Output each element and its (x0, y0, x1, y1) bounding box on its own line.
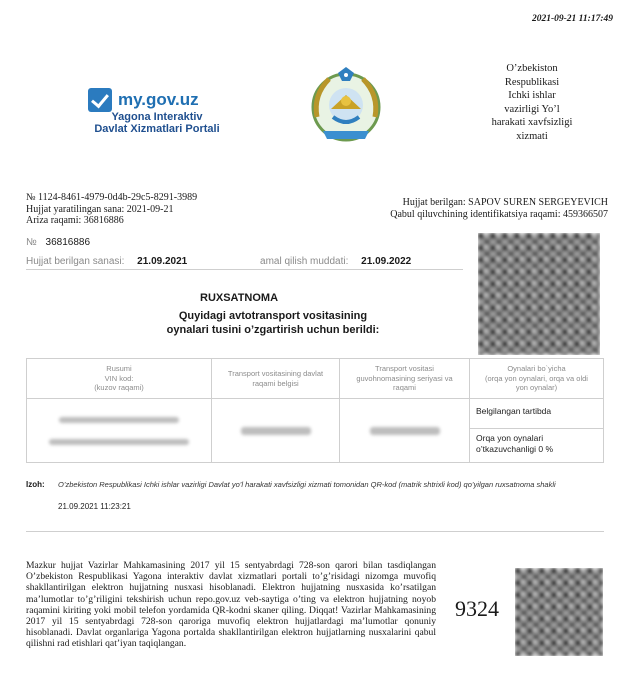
permit-title: RUXSATNOMA (200, 292, 279, 304)
verification-code: 9324 (455, 596, 499, 621)
table-row (27, 399, 604, 463)
state-emblem-icon (305, 65, 387, 145)
issued-to: Hujjat berilgan: SAPOV SUREN SERGEYEVICH (402, 197, 608, 208)
redacted-vin-cell (27, 399, 212, 463)
table-header-cell: Rusumi VIN kod: (kuzov raqami) (27, 359, 212, 399)
qr-code-icon (478, 233, 600, 355)
table-header-cell: Oynalari bo`yicha (orqa yon oynalari, orqa va oldi yon oynalar) (470, 359, 604, 399)
permit-number-value: 36816886 (45, 237, 91, 248)
portal-logo-subtitle: Yagona Interaktiv Davlat Xizmatlari Portali (94, 111, 220, 135)
portal-logo (78, 78, 238, 138)
note-datetime: 21.09.2021 11:23:21 (58, 502, 131, 511)
portal-logo-title: my.gov.uz (118, 90, 199, 109)
valid-until-value: 21.09.2022 (361, 256, 412, 267)
window-tint-rear: Orqa yon oynalari o’tkazuvchanligi 0 % (476, 433, 554, 454)
valid-until-label: amal qilish muddati: (260, 256, 349, 267)
table-header-row (27, 359, 604, 399)
window-tint-order: Belgilangan tartibda (470, 402, 603, 429)
application-number: Ariza raqami: 36816886 (26, 215, 124, 226)
receiver-id: Qabul qiluvchining identifikatsiya raqami: 459366507 (390, 209, 608, 220)
window-tint-cell (470, 399, 604, 463)
ministry-name: O’zbekiston Respublikasi Ichki ishlar vazirligi Yo’l harakati xavfsizligi xizmati (491, 63, 573, 142)
table-header-cell: Transport vositasi guvohnomasining seriyasi va raqami (340, 359, 470, 399)
recipient-info (355, 197, 608, 221)
document-timestamp: 2021-09-21 11:17:49 (531, 14, 613, 24)
note-text: O’zbekiston Respublikasi Ichki ishlar vazirligi Davlat yo’l harakati xavfsizligi xizmati tomonidan QR-kod (matrik shtrixli kod) qo’yilgan ruxsatnoma shakli (58, 480, 556, 489)
permit-subtitle: Quyidagi avtotransport vositasining oynalari tusini o’zgartirish uchun berildi: (166, 310, 380, 336)
issued-date-label: Hujjat berilgan sanasi: (26, 256, 125, 267)
permit-number-label: № (26, 237, 37, 248)
issued-date-value: 21.09.2021 (137, 256, 188, 267)
note-section (26, 480, 604, 512)
checkmark-icon (88, 88, 112, 112)
redacted-certificate-cell (340, 399, 470, 463)
table-header-cell: Transport vositasining davlat raqami belgisi (212, 359, 340, 399)
legal-notice: Mazkur hujjat Vazirlar Mahkamasining 2017 yil 15 sentyabrdagi 728-son qarori bilan tasdiqlangan O’zbekiston Respublikasi Yagona interaktiv davlat xizmatlari portali to’g’risidagi nizomga muvofiq shakllantirilgan elektron hujjatning nusxasi hisoblanadi. Elektron hujjatning nusxasida ko’rsatilgan ma’lumotlar to’g’riligini tekshirish uchun repo.gov.uz veb-saytiga o’ting va elektron hujjatning noyob raqamini kiriting yoki mobil telefon yordamida QR-kodni skaner qiling. Diqqat! Vazirlar Mahkamasining 2017 yil 15 sentyabrdagi 728-son qaroriga muvofiq elektron hujjatlardagi ma’lumotlar qonuniy hisoblanadi. Davlat organlariga Yagona portalda shakllantirilgan elektron hujjatlarning nusxalarini qabul qilishni rad etishlari qat’iyan taqiqlangan. (26, 560, 436, 650)
permit-dates (26, 256, 463, 270)
note-divider (26, 531, 604, 532)
permit-number (26, 237, 90, 248)
qr-code-icon (515, 568, 603, 656)
redacted-plate-cell (212, 399, 340, 463)
document-created-date: Hujjat yaratilingan sana: 2021-09-21 (26, 203, 174, 215)
document-meta (26, 192, 197, 227)
document-id: № 1124-8461-4979-0d4b-29c5-8291-3989 (26, 192, 198, 203)
note-label: Izoh: (26, 480, 45, 489)
vehicle-table (26, 358, 604, 463)
